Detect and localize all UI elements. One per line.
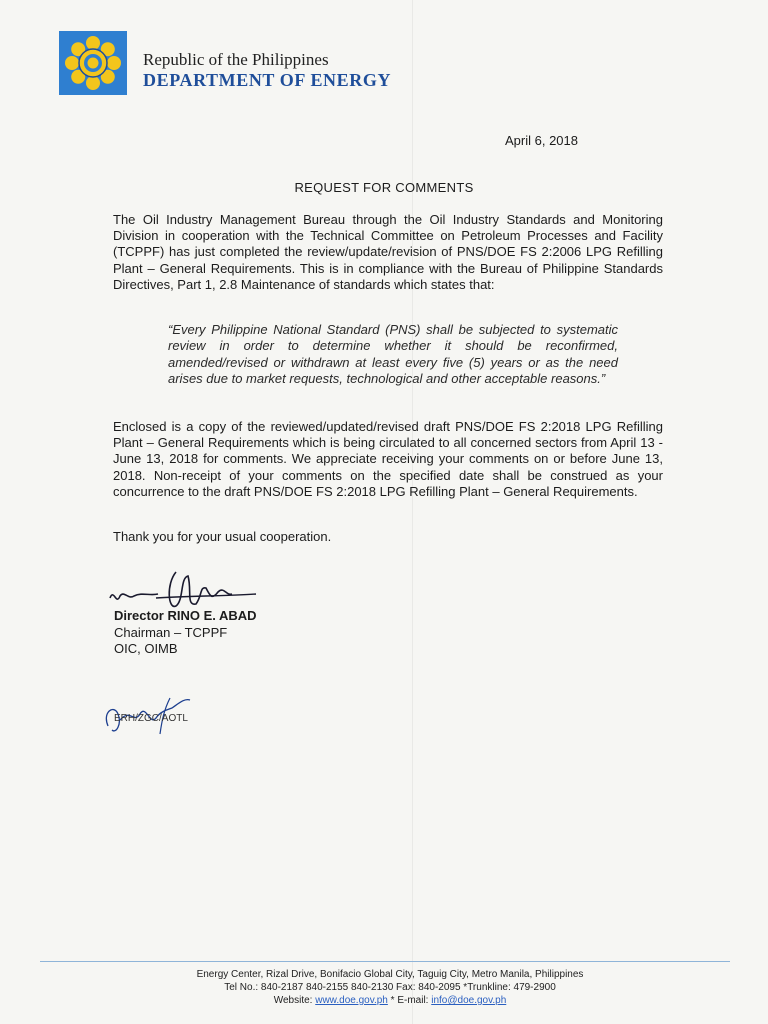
- footer-contact-line: [100, 995, 680, 1006]
- body-paragraph-2: Enclosed is a copy of the reviewed/updated/revised draft PNS/DOE FS 2:2018 LPG Refilling Plant – General Requirements which is being circulated to all concerned sectors from April 13 - June 13, 2018 for comments. We appreciate receiving your comments on or before June 13, 2018. Non-receipt of your comments on the specified date shall be construed as your concurrence to the draft PNS/DOE FS 2:2018 LPG Refilling Plant – General Requirements.: [113, 419, 663, 499]
- email-label: * E-mail:: [390, 995, 429, 1006]
- body-paragraph-1: The Oil Industry Management Bureau through the Oil Industry Standards and Monitoring Division in cooperation with the Technical Committee on Petroleum Processes and Facility (TCPPF) has just completed the review/update/revision of PNS/DOE FS 2:2006 LPG Refilling Plant – General Requirements. This is in compliance with the Bureau of Philippine Standards Directives, Part 1, 2.8 Maintenance of standards which states that:: [113, 212, 663, 292]
- letter-date: April 6, 2018: [505, 133, 578, 148]
- doe-seal-logo: [59, 31, 127, 95]
- signatory-name: Director RINO E. ABAD: [114, 608, 257, 623]
- page-fold-line: [412, 0, 413, 1024]
- footer-phones: Tel No.: 840-2187 840-2155 840-2130 Fax: 840-2095 *Trunkline: 479-2900: [224, 982, 556, 993]
- signatory-title-2: OIC, OIMB: [114, 641, 178, 656]
- signatory-title-1: Chairman – TCPPF: [114, 625, 228, 640]
- footer-address: Energy Center, Rizal Drive, Bonifacio Global City, Taguig City, Metro Manila, Philippines: [196, 969, 584, 980]
- republic-heading: Republic of the Philippines: [143, 50, 329, 69]
- letter-title: REQUEST FOR COMMENTS: [294, 180, 474, 195]
- department-heading: DEPARTMENT OF ENERGY: [143, 70, 392, 90]
- website-label: Website:: [273, 995, 313, 1006]
- closing-line: Thank you for your usual cooperation.: [113, 529, 332, 544]
- footer-divider: [40, 961, 730, 962]
- website-link[interactable]: www.doe.gov.ph: [315, 995, 388, 1006]
- reference-initials: ERH/ZGC/AOTL: [114, 713, 188, 724]
- quoted-directive: “Every Philippine National Standard (PNS) shall be subjected to systematic review in order to determine whether it should be reconfirmed, amended/revised or withdrawn at least every five (5) years or as the need arises due to market requests, technological and other acceptable reasons.”: [168, 322, 618, 387]
- email-link[interactable]: info@doe.gov.ph: [431, 995, 507, 1006]
